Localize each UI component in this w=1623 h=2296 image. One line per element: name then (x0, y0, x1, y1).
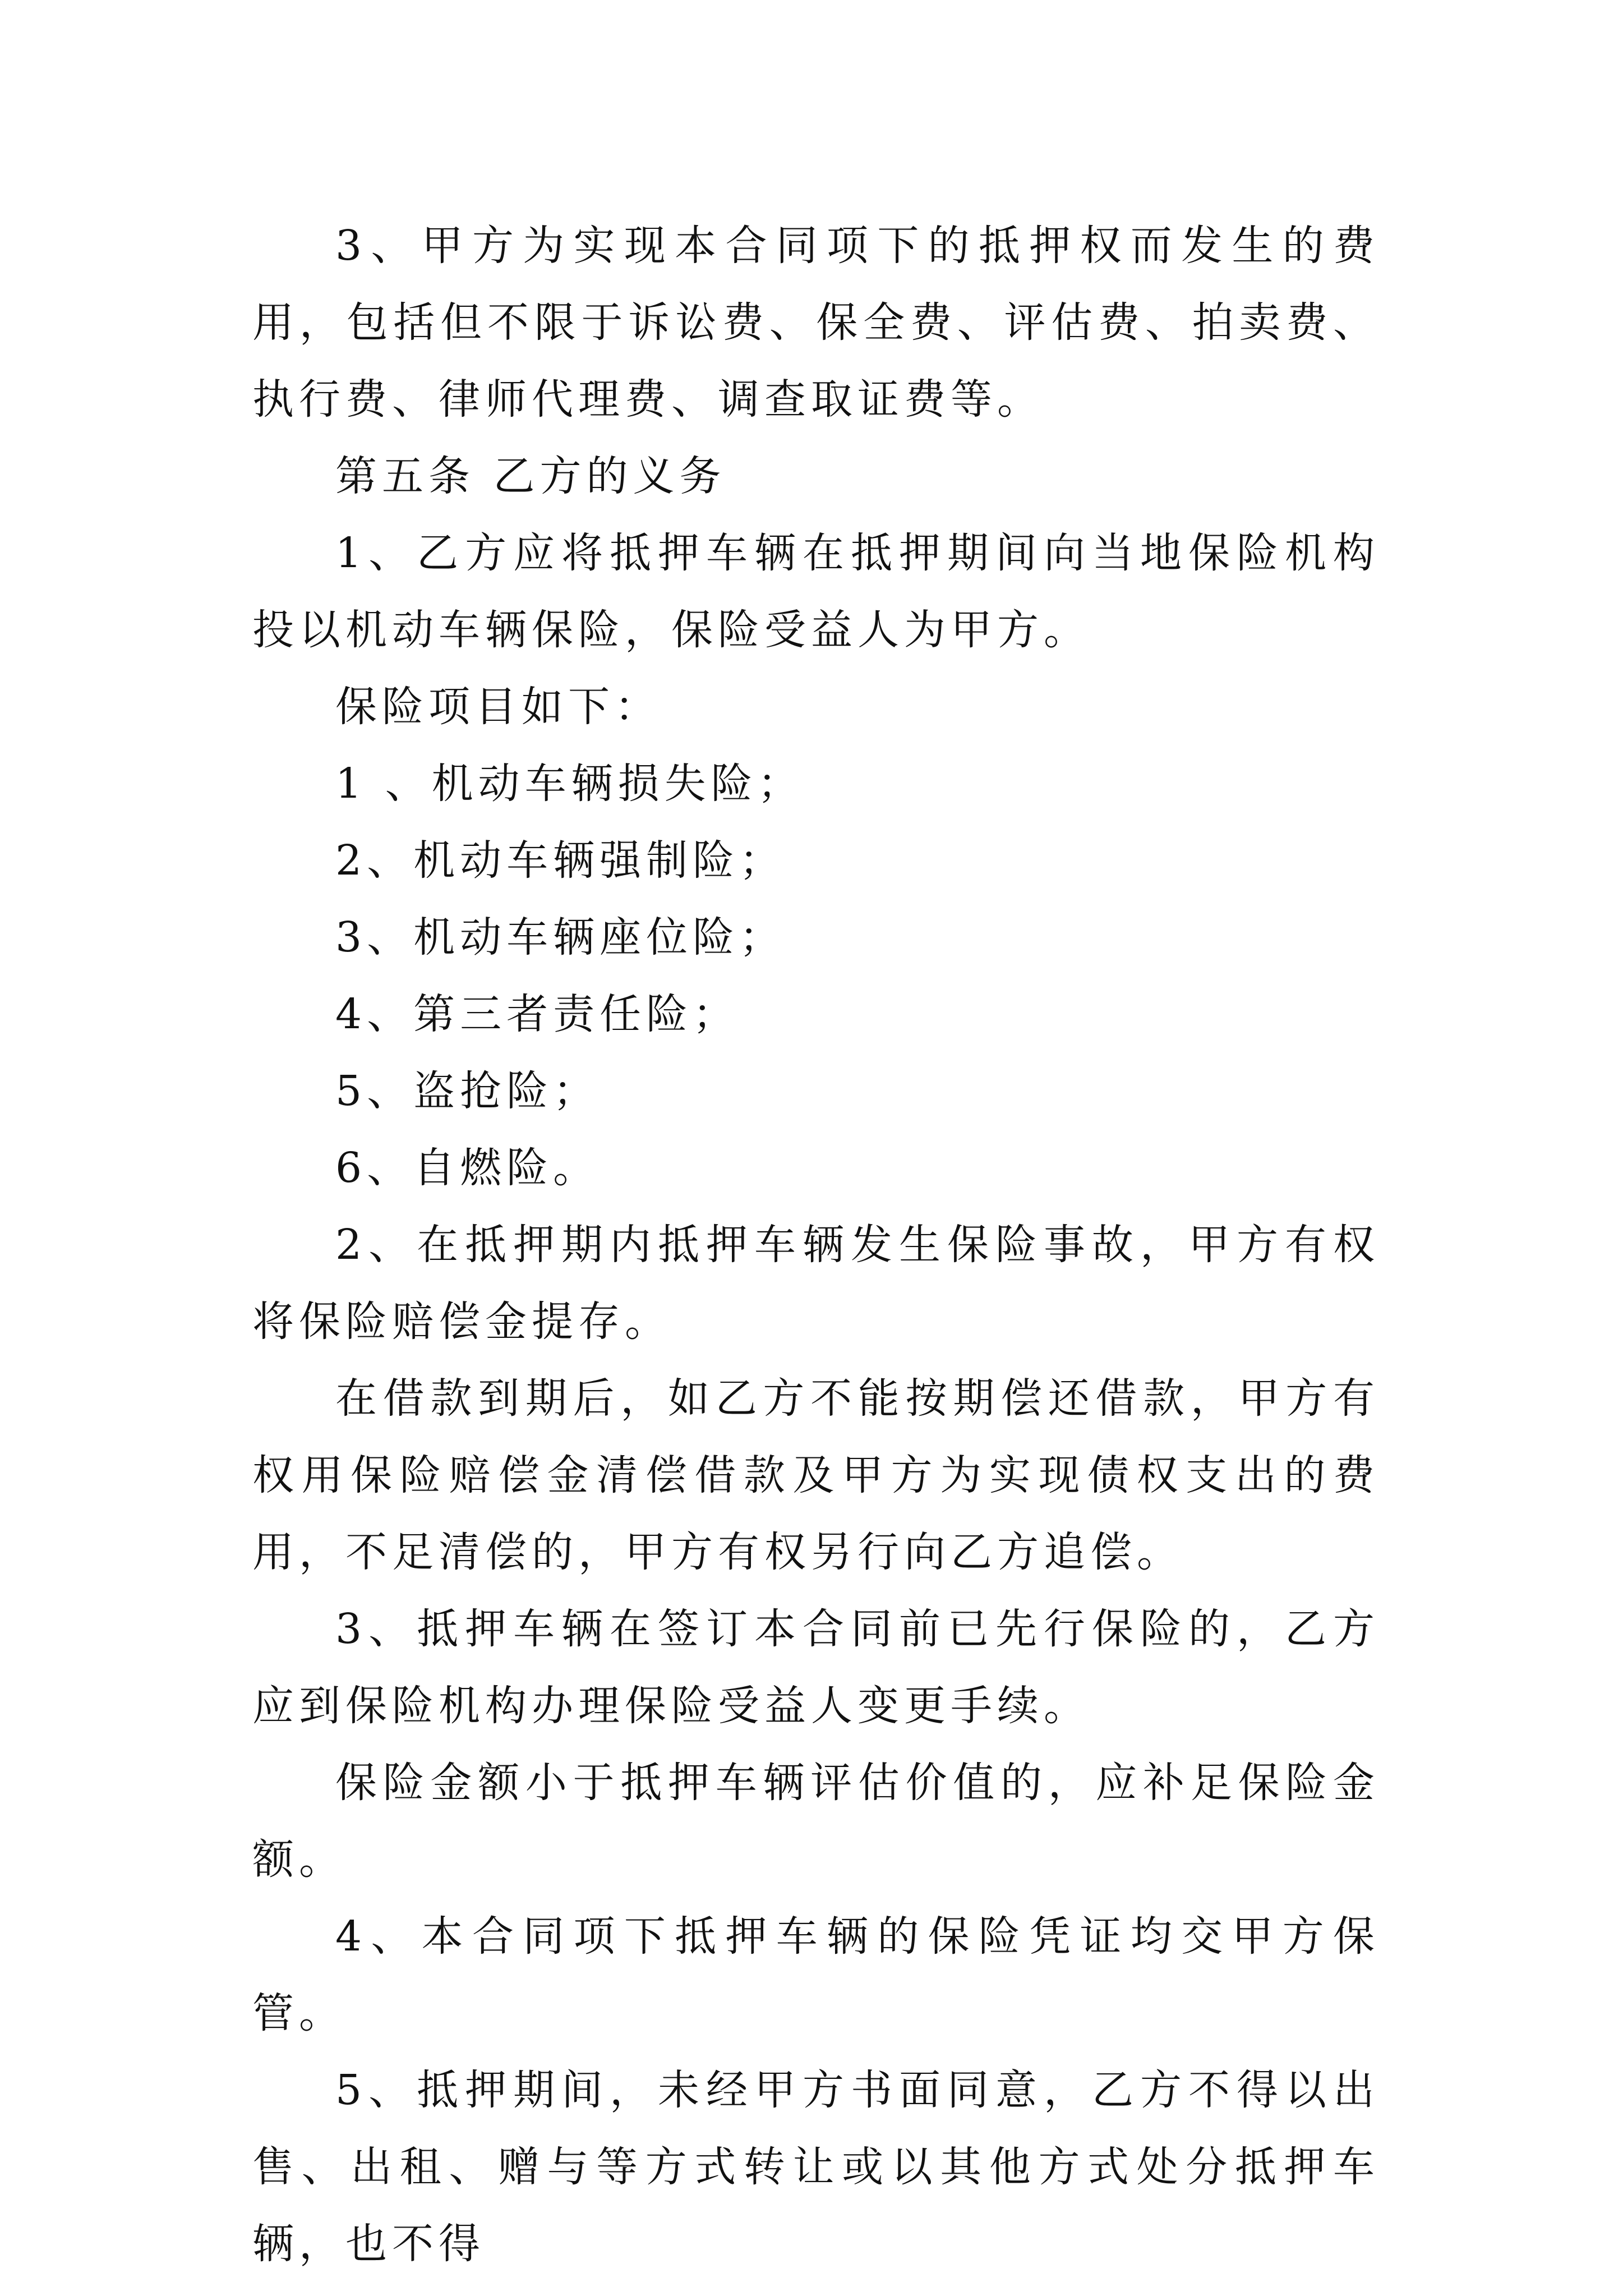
list-item: 1 、机动车辆损失险； (335, 760, 804, 808)
list-item: 3、机动车辆座位险； (335, 913, 786, 961)
paragraph-insurance-certificate: 4、本合同项下抵押车辆的保险凭证均交甲方保管。 (252, 1912, 1380, 2037)
list-item: 6、自燃险。 (335, 1144, 600, 1192)
paragraph-repayment: 在借款到期后，如乙方不能按期偿还借款，甲方有权用保险赔偿金清偿借款及甲方为实现债权支出的费用，不足清偿的，甲方有权另行向乙方追偿。 (252, 1374, 1380, 1576)
insurance-items-heading: 保险项目如下： (335, 683, 661, 731)
document-body (252, 208, 1380, 2283)
paragraph-insurance-obligation: 1、乙方应将抵押车辆在抵押期间向当地保险机构投以机动车辆保险，保险受益人为甲方。 (252, 529, 1380, 654)
paragraph-disposal-restriction: 5、抵押期间，未经甲方书面同意，乙方不得以出售、出租、赠与等方式转让或以其他方式处分抵押车辆，也不得 (252, 2066, 1380, 2268)
list-item: 5、盗抢险； (335, 1067, 600, 1115)
paragraph-insurance-claim: 2、在抵押期内抵押车辆发生保险事故，甲方有权将保险赔偿金提存。 (252, 1221, 1380, 1346)
article-five-heading: 第五条 乙方的义务 (335, 452, 726, 500)
list-item: 2、机动车辆强制险； (335, 836, 786, 885)
paragraph-beneficiary-change: 3、抵押车辆在签订本合同前已先行保险的，乙方应到保险机构办理保险受益人变更手续。 (252, 1605, 1380, 1730)
list-item: 4、第三者责任险； (335, 990, 740, 1038)
paragraph-insured-amount: 保险金额小于抵押车辆评估价值的，应补足保险金额。 (252, 1759, 1380, 1884)
paragraph-fee-clause: 3、甲方为实现本合同项下的抵押权而发生的费用，包括但不限于诉讼费、保全费、评估费、拍卖费、执行费、律师代理费、调查取证费等。 (252, 222, 1380, 424)
